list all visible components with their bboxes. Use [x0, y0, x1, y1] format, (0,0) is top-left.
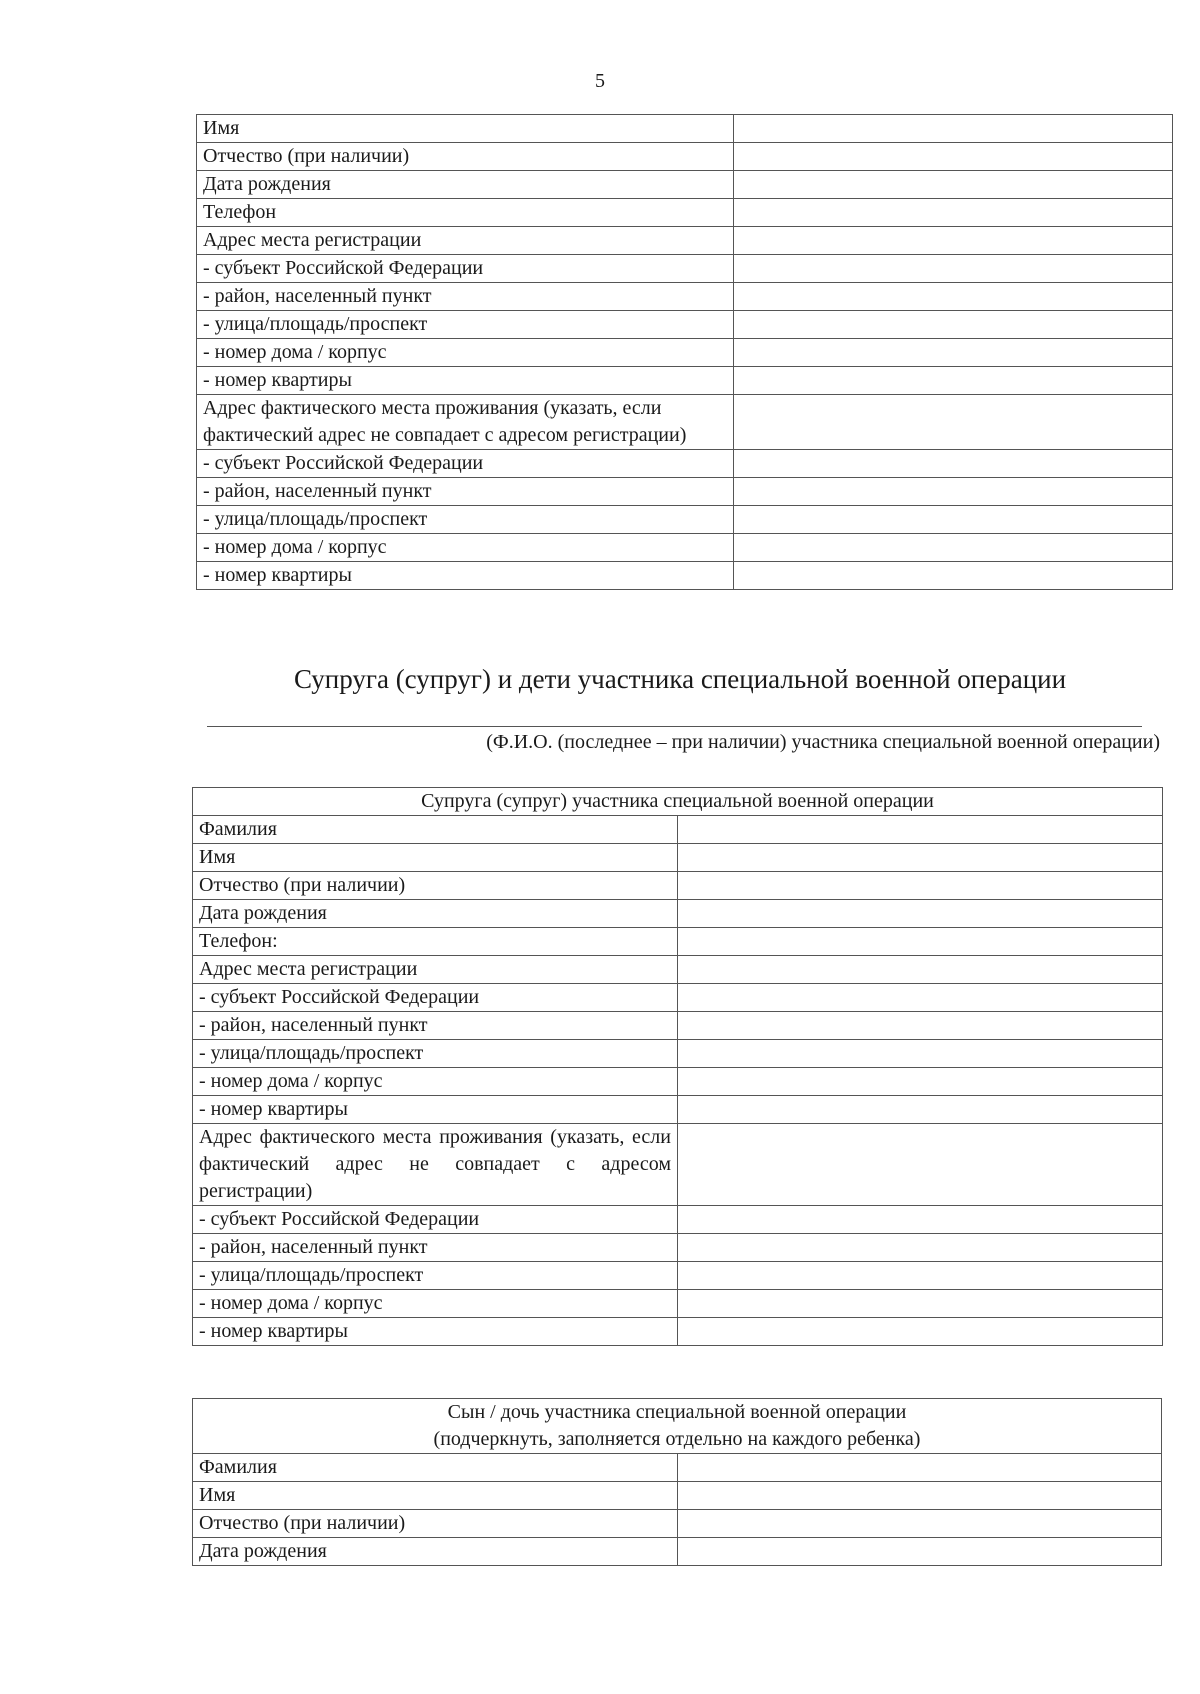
table-row [193, 900, 1163, 928]
field-label: Телефон: [193, 928, 678, 956]
field-label: Телефон [197, 199, 734, 227]
child-table-title: Сын / дочь участника специальной военной операции [447, 1401, 907, 1423]
field-value-cell[interactable] [734, 534, 1173, 562]
field-label: Адрес фактического места проживания (указать, если фактический адрес не совпадает с адресом регистрации) [197, 395, 734, 450]
table-row [193, 1262, 1163, 1290]
field-label: Фамилия [193, 816, 678, 844]
field-label: Дата рождения [193, 1538, 678, 1566]
table-row [197, 534, 1173, 562]
field-value-cell[interactable] [734, 255, 1173, 283]
table-row [197, 283, 1173, 311]
table-row [193, 1040, 1163, 1068]
field-value-cell[interactable] [734, 450, 1173, 478]
field-value-cell[interactable] [734, 283, 1173, 311]
participant-address-table [196, 114, 1173, 590]
field-value-cell[interactable] [678, 1124, 1163, 1206]
table-row [193, 984, 1163, 1012]
table-row [197, 562, 1173, 590]
field-label: - улица/площадь/проспект [193, 1040, 678, 1068]
table-row [193, 1510, 1162, 1538]
field-label: Имя [197, 115, 734, 143]
field-value-cell[interactable] [678, 1262, 1163, 1290]
field-value-cell[interactable] [678, 1206, 1163, 1234]
table-row [193, 1482, 1162, 1510]
table-header-row [193, 1399, 1162, 1454]
table-row [197, 171, 1173, 199]
field-label: - субъект Российской Федерации [197, 450, 734, 478]
field-value-cell[interactable] [734, 311, 1173, 339]
field-label: Адрес фактического места проживания (указать, если фактический адрес не совпадает с адресом регистрации) [193, 1124, 678, 1206]
table-row [193, 844, 1163, 872]
table-row [193, 1206, 1163, 1234]
table-header-row [193, 788, 1163, 816]
field-value-cell[interactable] [678, 1318, 1163, 1346]
table-row [197, 450, 1173, 478]
field-label: Имя [193, 844, 678, 872]
field-label: Отчество (при наличии) [193, 872, 678, 900]
field-value-cell[interactable] [677, 1482, 1162, 1510]
field-value-cell[interactable] [734, 227, 1173, 255]
field-value-cell[interactable] [678, 872, 1163, 900]
field-label: Отчество (при наличии) [197, 143, 734, 171]
field-label: Отчество (при наличии) [193, 1510, 678, 1538]
table-row [197, 311, 1173, 339]
table-row [193, 1234, 1163, 1262]
field-label: - номер дома / корпус [193, 1068, 678, 1096]
field-label: Адрес места регистрации [197, 227, 734, 255]
table-row [193, 1318, 1163, 1346]
spouse-table-header: Супруга (супруг) участника специальной военной операции [193, 788, 1163, 816]
field-value-cell[interactable] [734, 367, 1173, 395]
child-table [192, 1398, 1162, 1566]
field-value-cell[interactable] [677, 1538, 1162, 1566]
section-title: Супруга (супруг) и дети участника специальной военной операции [293, 664, 1067, 694]
child-table-header [193, 1399, 1162, 1454]
table-row [197, 143, 1173, 171]
field-value-cell[interactable] [678, 928, 1163, 956]
field-value-cell[interactable] [734, 143, 1173, 171]
field-value-cell[interactable] [678, 984, 1163, 1012]
field-value-cell[interactable] [734, 395, 1173, 450]
table-row [193, 816, 1163, 844]
table-row [193, 1096, 1163, 1124]
field-label: - номер квартиры [197, 562, 734, 590]
field-value-cell[interactable] [678, 816, 1163, 844]
table-row [197, 367, 1173, 395]
field-value-cell[interactable] [678, 1068, 1163, 1096]
table-row [197, 227, 1173, 255]
table-row [197, 395, 1173, 450]
field-label: - субъект Российской Федерации [193, 984, 678, 1012]
field-value-cell[interactable] [734, 562, 1173, 590]
field-value-cell[interactable] [678, 1012, 1163, 1040]
spouse-table [192, 787, 1163, 1346]
table-row [193, 1538, 1162, 1566]
field-value-cell[interactable] [678, 1040, 1163, 1068]
field-value-cell[interactable] [678, 900, 1163, 928]
field-value-cell[interactable] [734, 115, 1173, 143]
field-label: - субъект Российской Федерации [193, 1206, 678, 1234]
field-label: - район, населенный пункт [193, 1012, 678, 1040]
field-label: Адрес места регистрации [193, 956, 678, 984]
field-value-cell[interactable] [678, 844, 1163, 872]
table-row [197, 506, 1173, 534]
field-value-cell[interactable] [734, 478, 1173, 506]
field-value-cell[interactable] [678, 956, 1163, 984]
table-row [193, 1124, 1163, 1206]
field-label: Дата рождения [197, 171, 734, 199]
field-label: - район, населенный пункт [197, 478, 734, 506]
field-label: - район, населенный пункт [193, 1234, 678, 1262]
table-row [193, 1290, 1163, 1318]
table-row [193, 928, 1163, 956]
page-number: 5 [595, 70, 605, 92]
table-row [197, 478, 1173, 506]
field-value-cell[interactable] [734, 171, 1173, 199]
table-row [197, 339, 1173, 367]
field-label: - район, населенный пункт [197, 283, 734, 311]
table-row [193, 956, 1163, 984]
table-row [193, 872, 1163, 900]
field-label: - номер дома / корпус [197, 339, 734, 367]
field-label: - номер квартиры [197, 367, 734, 395]
field-label: - номер дома / корпус [197, 534, 734, 562]
participant-name-line[interactable] [207, 726, 1142, 727]
field-label: - номер дома / корпус [193, 1290, 678, 1318]
field-value-cell[interactable] [734, 506, 1173, 534]
field-label: - улица/площадь/проспект [197, 506, 734, 534]
field-label: - улица/площадь/проспект [197, 311, 734, 339]
table-row [193, 1454, 1162, 1482]
field-label: - субъект Российской Федерации [197, 255, 734, 283]
table-row [197, 199, 1173, 227]
field-value-cell[interactable] [734, 339, 1173, 367]
field-label: - номер квартиры [193, 1318, 678, 1346]
field-label: Дата рождения [193, 900, 678, 928]
child-table-note: (подчеркнуть, заполняется отдельно на каждого ребенка) [433, 1428, 921, 1450]
field-value-cell[interactable] [678, 1290, 1163, 1318]
table-row [197, 115, 1173, 143]
table-row [197, 255, 1173, 283]
field-label: - номер квартиры [193, 1096, 678, 1124]
table-row [193, 1012, 1163, 1040]
field-value-cell[interactable] [678, 1234, 1163, 1262]
field-value-cell[interactable] [734, 199, 1173, 227]
participant-name-caption: (Ф.И.О. (последнее – при наличии) участника специальной военной операции) [486, 731, 1160, 753]
field-value-cell[interactable] [677, 1454, 1162, 1482]
table-row [193, 1068, 1163, 1096]
field-label: Имя [193, 1482, 678, 1510]
field-value-cell[interactable] [677, 1510, 1162, 1538]
field-label: - улица/площадь/проспект [193, 1262, 678, 1290]
field-label: Фамилия [193, 1454, 678, 1482]
field-value-cell[interactable] [678, 1096, 1163, 1124]
